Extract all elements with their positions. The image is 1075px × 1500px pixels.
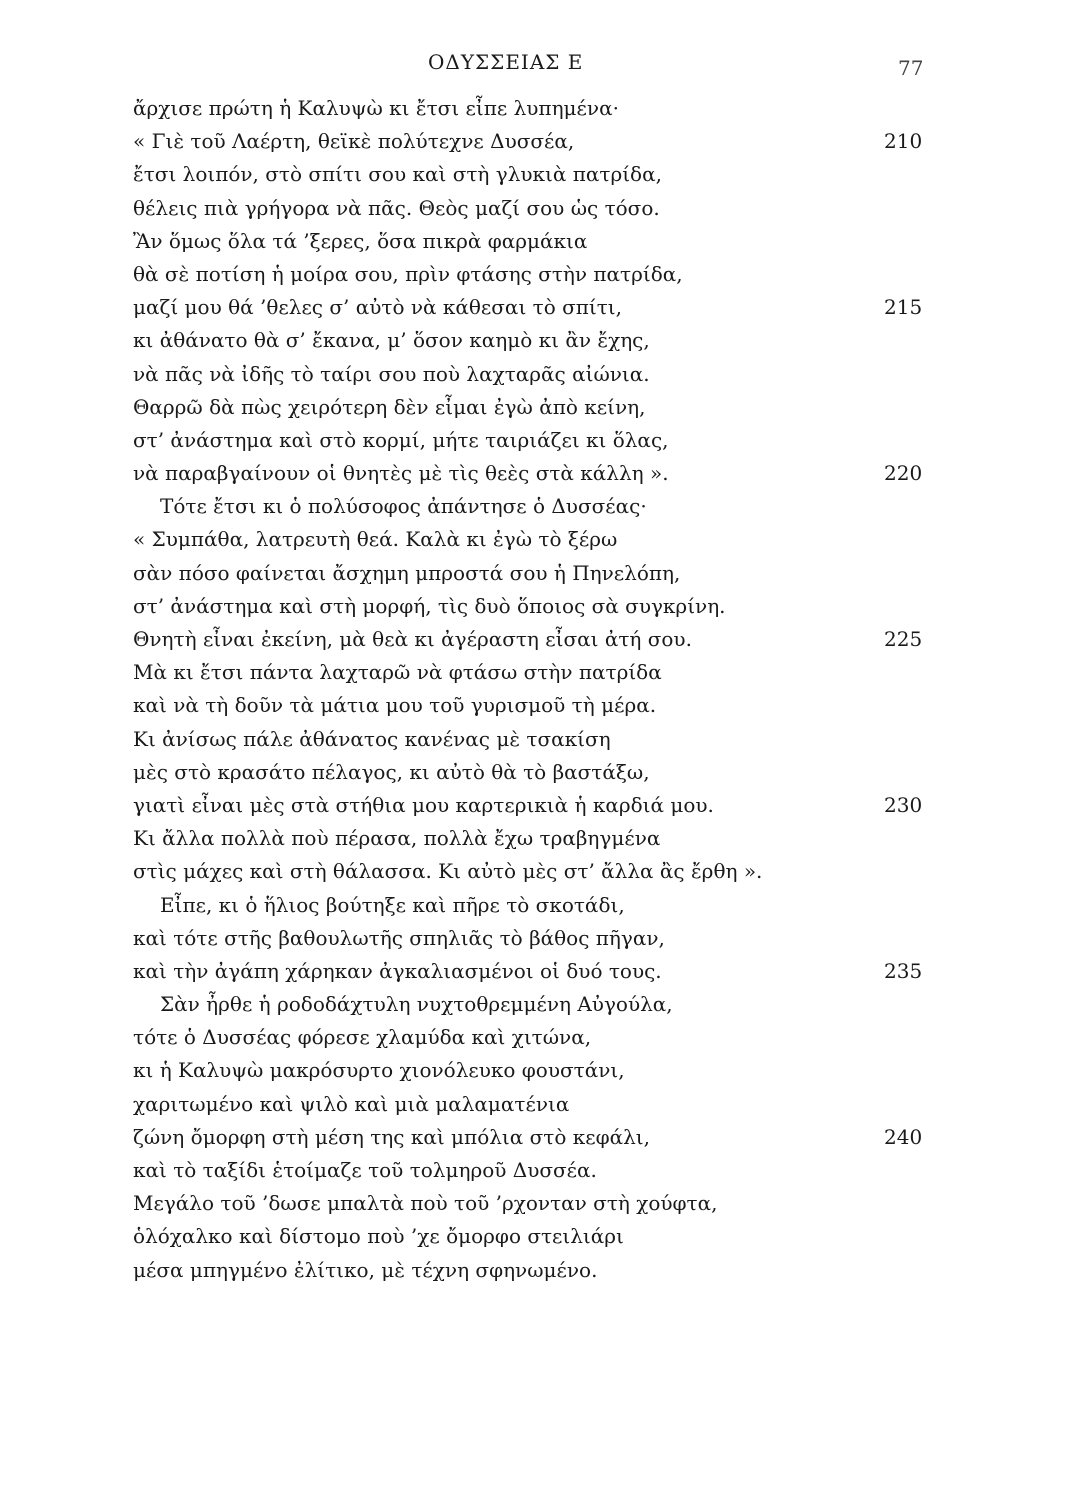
line-number: 220: [884, 461, 923, 486]
verse-text: Εἶπε, κι ὁ ἥλιος βούτηξε καὶ πῆρε τὸ σκοτάδι,: [160, 892, 625, 917]
verse-line: [0, 457, 1075, 490]
verse-text: ὁλόχαλκο καὶ δίστομο ποὺ ’χε ὄμορφο στειλιάρι: [133, 1224, 624, 1249]
verse-line: [0, 92, 1075, 125]
verse-line: [0, 1021, 1075, 1054]
verse-line: [0, 889, 1075, 922]
verse-text: Κι ἄλλα πολλὰ ποὺ πέρασα, πολλὰ ἔχω τραβηγμένα: [133, 826, 661, 851]
verse-text: τότε ὁ Δυσσέας φόρεσε χλαμύδα καὶ χιτώνα,: [133, 1025, 592, 1050]
line-number: 235: [884, 958, 923, 983]
verse-line: [0, 291, 1075, 324]
verse-text: γιατὶ εἶναι μὲς στὰ στήθια μου καρτερικιὰ ἡ καρδιά μου.: [133, 792, 714, 817]
poem-text: [0, 92, 1075, 1287]
verse-line: [0, 358, 1075, 391]
verse-text: νὰ παραβγαίνουν οἱ θνητὲς μὲ τὶς θεὲς στὰ κάλλη ».: [133, 461, 669, 486]
verse-line: [0, 955, 1075, 988]
verse-text: Μεγάλο τοῦ ’δωσε μπαλτὰ ποὺ τοῦ ’ρχονταν στὴ χούφτα,: [133, 1191, 718, 1216]
verse-text: καὶ τότε στῆς βαθουλωτῆς σπηλιᾶς τὸ βάθος πῆγαν,: [133, 925, 665, 950]
running-header: [0, 50, 1075, 80]
verse-text: Μὰ κι ἔτσι πάντα λαχταρῶ νὰ φτάσω στὴν πατρίδα: [133, 660, 662, 685]
verse-text: ζώνη ὄμορφη στὴ μέση της καὶ μπόλια στὸ κεφάλι,: [133, 1124, 650, 1149]
verse-line: [0, 988, 1075, 1021]
verse-line: [0, 656, 1075, 689]
verse-line: [0, 822, 1075, 855]
verse-text: καὶ τὸ ταξίδι ἑτοίμαζε τοῦ τολμηροῦ Δυσσέα.: [133, 1158, 597, 1182]
verse-text: στ’ ἀνάστημα καὶ στὸ κορμί, μήτε ταιριάζει κι ὅλας,: [133, 427, 669, 452]
verse-line: [0, 1254, 1075, 1287]
verse-line: [0, 789, 1075, 822]
verse-text: μαζί μου θά ’θελες σ’ αὐτὸ νὰ κάθεσαι τὸ σπίτι,: [133, 295, 623, 320]
verse-line: [0, 689, 1075, 722]
line-number: 215: [884, 295, 923, 320]
verse-text: Θαρρῶ δὰ πὼς χειρότερη δὲν εἶμαι ἐγὼ ἀπὸ κείνη,: [133, 394, 646, 419]
verse-text: κι ἀθάνατο θὰ σ’ ἔκανα, μ’ ὅσον καημὸ κι ἂν ἔχης,: [133, 328, 650, 353]
line-number: 210: [884, 129, 923, 154]
verse-text: Κι ἀνίσως πάλε ἀθάνατος κανένας μὲ τσακίση: [133, 726, 611, 751]
verse-text: μέσα μπηγμένο ἐλίτικο, μὲ τέχνη σφηνωμένο.: [133, 1257, 598, 1282]
verse-text: Ἂν ὅμως ὅλα τά ’ξερες, ὅσα πικρὰ φαρμάκια: [133, 228, 588, 253]
verse-line: [0, 922, 1075, 955]
line-number: 230: [884, 792, 923, 817]
verse-text: κι ἡ Καλυψὼ μακρόσυρτο χιονόλευκο φουστάνι,: [133, 1058, 625, 1083]
line-number: 240: [884, 1124, 923, 1149]
verse-line: [0, 1121, 1075, 1154]
verse-text: καὶ τὴν ἀγάπη χάρηκαν ἀγκαλιασμένοι οἱ δυό τους.: [133, 958, 662, 983]
verse-text: ἔτσι λοιπόν, στὸ σπίτι σου καὶ στὴ γλυκιὰ πατρίδα,: [133, 162, 662, 187]
verse-line: [0, 1154, 1075, 1187]
verse-line: [0, 1187, 1075, 1220]
verse-text: καὶ νὰ τὴ δοῦν τὰ μάτια μου τοῦ γυρισμοῦ τὴ μέρα.: [133, 693, 657, 718]
verse-line: [0, 225, 1075, 258]
verse-line: [0, 424, 1075, 457]
verse-text: στ’ ἀνάστημα καὶ στὴ μορφή, τὶς δυὸ ὅποιος σὰ συγκρίνη.: [133, 593, 726, 618]
verse-line: [0, 1220, 1075, 1253]
verse-text: σὰν πόσο φαίνεται ἄσχημη μπροστά σου ἡ Πηνελόπη,: [133, 560, 681, 585]
verse-line: [0, 192, 1075, 225]
verse-line: [0, 1088, 1075, 1121]
verse-line: [0, 523, 1075, 556]
verse-text: θέλεις πιὰ γρήγορα νὰ πᾶς. Θεὸς μαζί σου ὡς τόσο.: [133, 195, 660, 220]
verse-text: νὰ πᾶς νὰ ἰδῆς τὸ ταίρι σου ποὺ λαχταρᾶς αἰώνια.: [133, 361, 650, 386]
verse-text: « Γιὲ τοῦ Λαέρτη, θεϊκὲ πολύτεχνε Δυσσέα,: [133, 129, 575, 154]
verse-text: Σὰν ἦρθε ἡ ροδοδάχτυλη νυχτοθρεμμένη Αὐγούλα,: [160, 992, 673, 1017]
verse-text: στὶς μάχες καὶ στὴ θάλασσα. Κι αὐτὸ μὲς στ’ ἄλλα ἂς ἔρθη ».: [133, 859, 763, 884]
page-number: 77: [898, 56, 924, 80]
verse-text: χαριτωμένο καὶ ψιλὸ καὶ μιὰ μαλαματένια: [133, 1091, 570, 1116]
verse-text: Τότε ἔτσι κι ὁ πολύσοφος ἀπάντησε ὁ Δυσσέας·: [160, 494, 647, 519]
verse-line: [0, 391, 1075, 424]
verse-line: [0, 756, 1075, 789]
running-title: ΟΔΥΣΣΕΙΑΣ Ε: [428, 50, 584, 74]
verse-text: « Συμπάθα, λατρευτὴ θεά. Καλὰ κι ἐγὼ τὸ ξέρω: [133, 527, 618, 552]
verse-line: [0, 258, 1075, 291]
verse-text: μὲς στὸ κρασάτο πέλαγος, κι αὐτὸ θὰ τὸ βαστάξω,: [133, 759, 650, 784]
verse-line: [0, 125, 1075, 158]
verse-line: [0, 855, 1075, 888]
verse-line: [0, 1054, 1075, 1087]
verse-line: [0, 490, 1075, 523]
verse-line: [0, 158, 1075, 191]
verse-text: Θνητὴ εἶναι ἐκείνη, μὰ θεὰ κι ἀγέραστη εἶσαι ἀτή σου.: [133, 627, 692, 651]
verse-line: [0, 557, 1075, 590]
verse-line: [0, 324, 1075, 357]
verse-line: [0, 723, 1075, 756]
verse-line: [0, 623, 1075, 656]
line-number: 225: [884, 627, 923, 651]
verse-text: ἄρχισε πρώτη ἡ Καλυψὼ κι ἔτσι εἶπε λυπημένα·: [133, 96, 619, 120]
verse-line: [0, 590, 1075, 623]
verse-text: θὰ σὲ ποτίση ἡ μοίρα σου, πρὶν φτάσης στὴν πατρίδα,: [133, 261, 683, 286]
